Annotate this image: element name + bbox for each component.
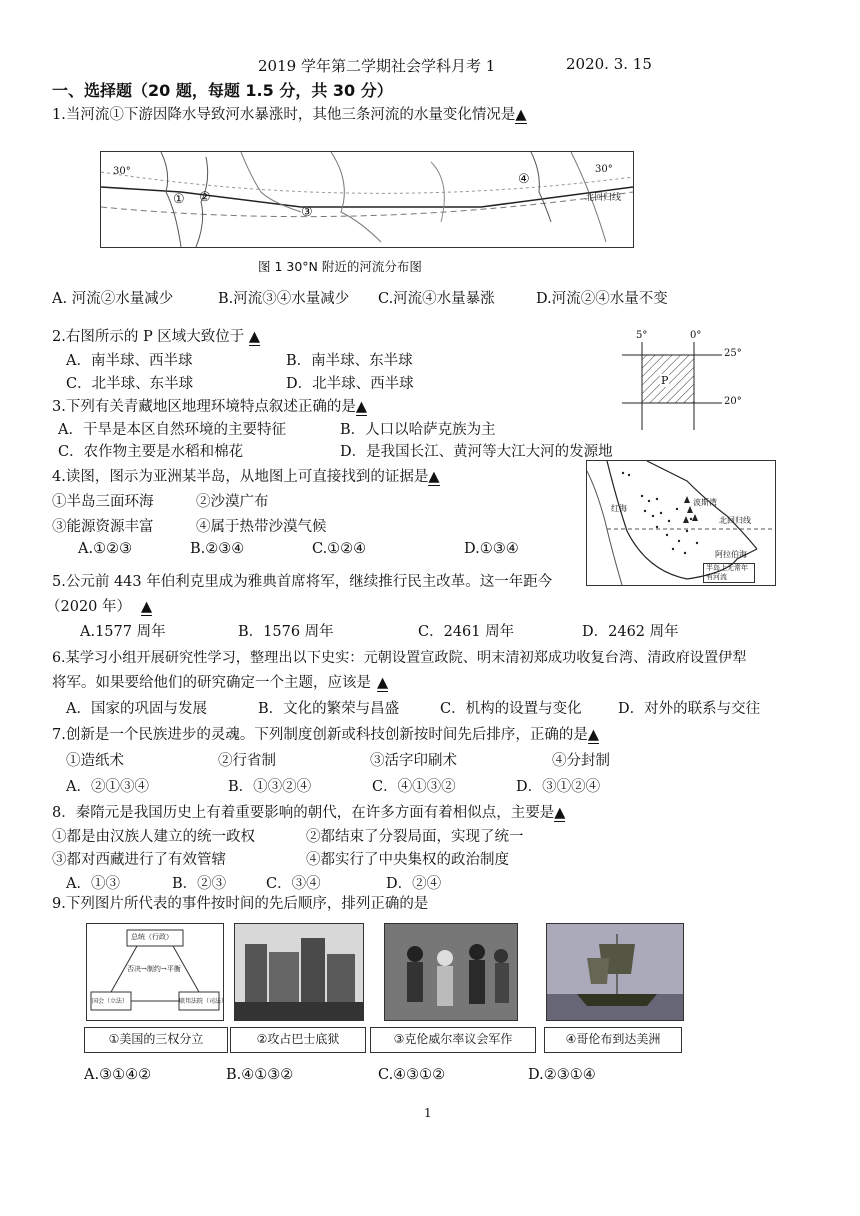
grid-lon-left: 5° <box>636 330 648 341</box>
q9-option-d: D.②③①④ <box>528 1067 596 1083</box>
q1-stem: 1.当河流①下游因降水导致河水暴涨时，其他三条河流的水量变化情况是▲ <box>52 107 527 123</box>
q3-stem: 3.下列有关青藏地区地理环境特点叙述正确的是▲ <box>52 399 367 415</box>
answer-blank: ▲ <box>355 399 367 415</box>
q5-stem-line1: 5.公元前 443 年伯利克里成为雅典首席将军，继续推行民主改革。这一年距今 <box>52 574 553 590</box>
q4-option-d: D.①③④ <box>464 541 519 557</box>
q8-option-b: B．②③ <box>172 876 227 892</box>
q4-item-3: ③能源资源丰富 <box>52 519 154 535</box>
q8-option-a: A．①③ <box>66 876 120 892</box>
river-4-label: ④ <box>518 172 530 187</box>
q4-item-1: ①半岛三面环海 <box>52 494 154 510</box>
gulf-label: 波斯湾 <box>693 498 717 507</box>
q4-option-b: B.②③④ <box>190 541 245 557</box>
answer-blank: ▲ <box>554 805 566 821</box>
q6-option-d: D．对外的联系与交往 <box>618 701 761 717</box>
exam-date: 2020. 3. 15 <box>566 55 652 73</box>
q7-option-a: A．②①③④ <box>66 779 149 795</box>
answer-blank: ▲ <box>515 107 527 123</box>
q5-option-c: C．2461 周年 <box>418 624 515 640</box>
q1-option-d: D.河流②④水量不变 <box>536 291 668 307</box>
q6-option-b: B．文化的繁荣与昌盛 <box>258 701 400 717</box>
q1-caption: 图 1 30°N 附近的河流分布图 <box>258 259 422 274</box>
river-1-label: ① <box>173 192 185 207</box>
q9-option-c: C.④③①② <box>378 1067 446 1083</box>
q6-stem-line1: 6.某学习小组开展研究性学习，整理出以下史实：元朝设置宣政院、明末清初郑成功收复台湾、清政府设置伊犁 <box>52 650 747 666</box>
diagram-executive: 总统（行政） <box>131 933 173 941</box>
answer-blank: ▲ <box>248 329 261 345</box>
q8-item-1: ①都是由汉族人建立的统一政权 <box>52 829 255 845</box>
q4-option-a: A.①②③ <box>78 541 133 557</box>
q5-option-b: B．1576 周年 <box>238 624 334 640</box>
pic-caption-1: ①美国的三权分立 <box>84 1027 228 1053</box>
q8-item-4: ④都实行了中央集权的政治制度 <box>306 852 509 868</box>
pic-caption-3: ③克伦威尔率议会军作 <box>370 1027 536 1053</box>
answer-blank: ▲ <box>587 727 599 743</box>
tropic-label: 北回归线 <box>585 193 622 203</box>
bastille-photo <box>234 923 364 1021</box>
q9-stem: 9.下列图片所代表的事件按时间的先后顺序，排列正确的是 <box>52 896 429 912</box>
q9-option-b: B.④①③② <box>226 1067 294 1083</box>
lat-label-right: 30° <box>595 164 613 175</box>
q2-stem: 2.右图所示的 P 区域大致位于 ▲ <box>52 329 261 345</box>
tropic-label-2: 北回归线 <box>719 516 751 525</box>
q5-stem-line2: （2020 年） ▲ <box>46 599 153 615</box>
q7-stem: 7.创新是一个民族进步的灵魂。下列制度创新或科技创新按时间先后排序，正确的是▲ <box>52 727 599 743</box>
grid-region-label: P <box>661 374 669 387</box>
q5-option-a: A.1577 周年 <box>80 624 166 640</box>
page-number: 1 <box>424 1106 432 1120</box>
arabian-sea-label: 阿拉伯海 <box>715 550 747 559</box>
q3-option-d: D．是我国长江、黄河等大江大河的发源地 <box>340 444 613 460</box>
map-legend: 半岛上无常年有河流 <box>703 563 755 583</box>
section-heading: 一、选择题（20 题，每题 1.5 分，共 30 分） <box>52 81 393 100</box>
q7-option-b: B．①③②④ <box>228 779 312 795</box>
q7-item-4: ④分封制 <box>552 753 610 769</box>
pic-caption-4: ④哥伦布到达美洲 <box>544 1027 682 1053</box>
q1-option-a: A. 河流②水量减少 <box>52 291 174 307</box>
river-3-label: ③ <box>301 205 313 220</box>
q4-item-4: ④属于热带沙漠气候 <box>196 519 327 535</box>
answer-blank: ▲ <box>428 469 440 485</box>
q6-option-a: A．国家的巩固与发展 <box>66 701 207 717</box>
sea-label: 红海 <box>611 504 627 513</box>
river-2-label: ② <box>199 190 211 205</box>
q1-option-b: B.河流③④水量减少 <box>218 291 350 307</box>
q4-stem: 4.读图，图示为亚洲某半岛，从地图上可直接找到的证据是▲ <box>52 469 440 485</box>
exam-title: 2019 学年第二学期社会学科月考 1 <box>258 57 496 75</box>
diagram-judicial: 联邦法院（司法） <box>179 998 228 1005</box>
q3-option-a: A．干旱是本区自然环境的主要特征 <box>58 422 286 438</box>
q7-item-3: ③活字印刷术 <box>370 753 457 769</box>
grid-lat-bottom: 20° <box>724 396 742 407</box>
q7-item-1: ①造纸术 <box>66 753 124 769</box>
q4-item-2: ②沙漠广布 <box>196 494 269 510</box>
grid-lat-top: 25° <box>724 348 742 359</box>
q8-option-d: D．②④ <box>386 876 442 892</box>
q7-item-2: ②行省制 <box>218 753 276 769</box>
q8-item-2: ②都结束了分裂局面，实现了统一 <box>306 829 524 845</box>
q8-stem: 8．秦隋元是我国历史上有着重要影响的朝代，在许多方面有着相似点，主要是▲ <box>52 805 566 821</box>
q1-river-map <box>100 151 634 248</box>
pic-caption-2: ②攻占巴士底狱 <box>230 1027 366 1053</box>
q3-option-c: C．农作物主要是水稻和棉花 <box>58 444 244 460</box>
q2-option-b: B．南半球、东半球 <box>286 353 413 369</box>
columbus-ship-painting <box>546 923 684 1021</box>
q2-option-d: D．北半球、西半球 <box>286 376 414 392</box>
q6-stem-line2: 将军。如果要给他们的研究确定一个主题，应该是 ▲ <box>52 675 389 691</box>
cromwell-painting <box>384 923 518 1021</box>
q3-option-b: B．人口以哈萨克族为主 <box>340 422 496 438</box>
separation-of-powers-diagram <box>86 923 228 1021</box>
q6-option-c: C．机构的设置与变化 <box>440 701 582 717</box>
diagram-checks: 否决→制约→平衡 <box>127 965 181 973</box>
q1-option-c: C.河流④水量暴涨 <box>378 291 495 307</box>
q2-option-c: C．北半球、东半球 <box>66 376 194 392</box>
q8-item-3: ③都对西藏进行了有效管辖 <box>52 852 226 868</box>
answer-blank: ▲ <box>141 599 153 615</box>
q2-option-a: A．南半球、西半球 <box>66 353 193 369</box>
q5-option-d: D．2462 周年 <box>582 624 679 640</box>
lat-label-left: 30° <box>113 166 131 177</box>
diagram-legislative: 国会（立法） <box>92 998 129 1005</box>
answer-blank: ▲ <box>377 675 389 691</box>
q8-option-c: C．③④ <box>266 876 321 892</box>
q9-option-a: A.③①④② <box>84 1067 152 1083</box>
q7-option-d: D．③①②④ <box>516 779 601 795</box>
grid-lon-right: 0° <box>690 330 702 341</box>
q4-option-c: C.①②④ <box>312 541 367 557</box>
q7-option-c: C．④①③② <box>372 779 456 795</box>
q4-peninsula-map <box>586 460 776 586</box>
